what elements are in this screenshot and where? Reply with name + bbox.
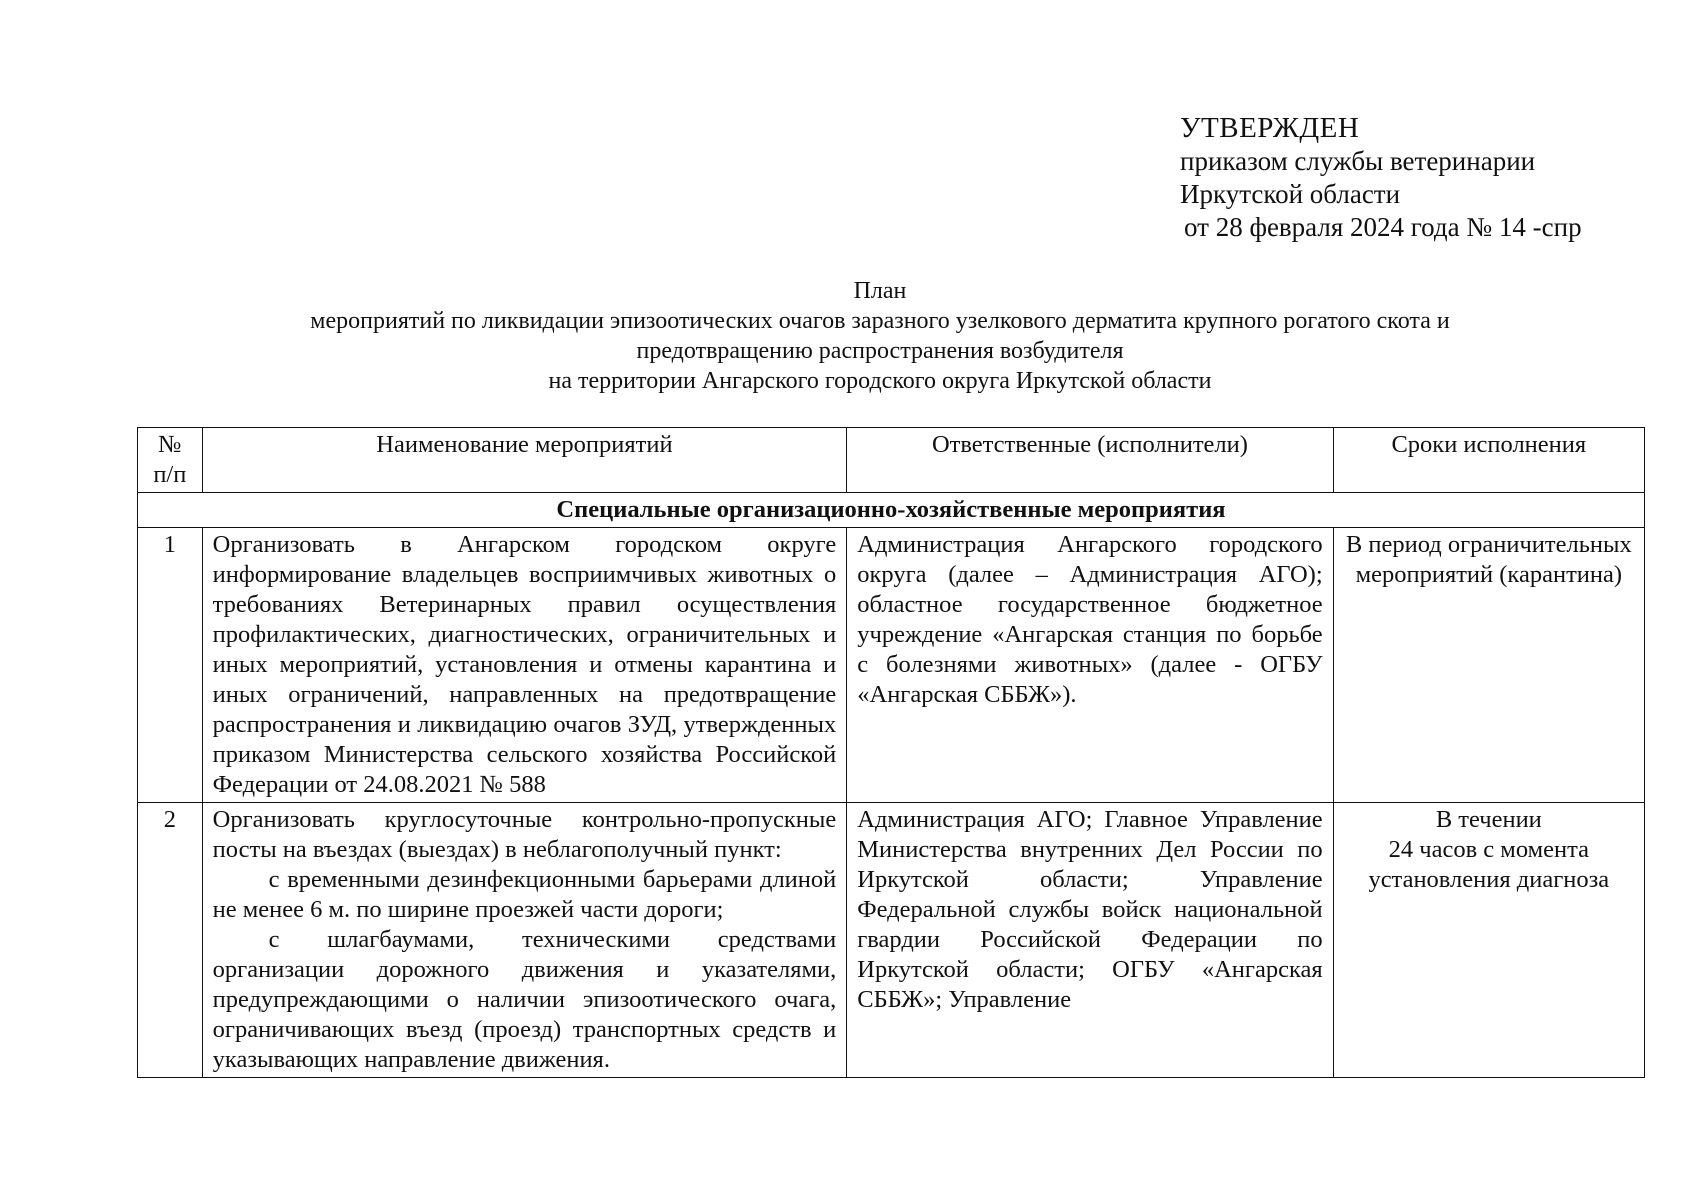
document-heading [120,276,1640,396]
approval-line-region: Иркутской области [1180,179,1401,209]
header-term: Сроки исполнения [1333,428,1644,493]
approval-line-order: приказом службы ветеринарии [1180,146,1536,176]
row-term [1333,803,1644,1078]
row-num: 1 [138,528,203,803]
term-line: 24 часов с момента установления диагноза [1368,836,1610,893]
approval-line-date: от 28 февраля 2024 года № 14 -спр [1184,212,1582,242]
section-row [138,493,1645,528]
heading-line-3: предотвращению распространения возбудителя [636,338,1124,364]
row-num: 2 [138,803,203,1078]
table-row [138,528,1645,803]
header-name: Наименование мероприятий [202,428,847,493]
row-activity [202,803,847,1078]
header-responsible: Ответственные (исполнители) [847,428,1333,493]
table-header-row [138,428,1645,493]
row-activity: Организовать в Ангарском городском округе информирование владельцев восприимчивых животных о требованиях Ветеринарных правил осуществления профилактических, диагностических, ограничительных и иных мероприятий, установления и отмены карантина и иных ограничений, направленных на предотвращение распространения и ликвидацию очагов ЗУД, утвержденных приказом Министерства сельского хозяйства Российской Федерации от 24.08.2021 № 588 [202,528,847,803]
heading-line-4: на территории Ангарского городского округа Иркутской области [548,368,1212,394]
section-title: Специальные организационно-хозяйственные мероприятия [138,493,1645,528]
approval-title: УТВЕРЖДЕН [1180,112,1360,144]
approval-stamp [1180,112,1582,244]
table-row [138,803,1645,1078]
row-term: В период ограничительных мероприятий (карантина) [1333,528,1644,803]
row-responsible: Администрация АГО; Главное Управление Министерства внутренних Дел России по Иркутской области; Управление Федеральной службы войск национальной гвардии Российской Федерации по Иркутской области; ОГБУ «Ангарская СББЖ»; Управление [847,803,1333,1078]
heading-plan: План [853,278,907,304]
heading-line-2: мероприятий по ликвидации эпизоотических очагов заразного узелкового дерматита крупного рогатого скота и [310,308,1450,334]
term-line: В течении [1435,806,1542,833]
activity-item: с шлагбаумами, техническими средствами организации дорожного движения и указателями, предупреждающими о наличии эпизоотического очага, ограничивающих въезд (проезд) транспортных средств и указывающих направление движения. [212,926,837,1073]
activity-intro: Организовать круглосуточные контрольно-пропускные посты на въездах (выездах) в неблагополучный пункт: [212,806,837,863]
row-responsible: Администрация Ангарского городского округа (далее – Администрация АГО); областное государственное бюджетное учреждение «Ангарская станция по борьбе с болезнями животных» (далее - ОГБУ «Ангарская СББЖ»). [847,528,1333,803]
header-num: № п/п [138,428,203,493]
activity-item: с временными дезинфекционными барьерами длиной не менее 6 м. по ширине проезжей части дороги; [212,866,837,923]
plan-table [137,427,1645,1078]
